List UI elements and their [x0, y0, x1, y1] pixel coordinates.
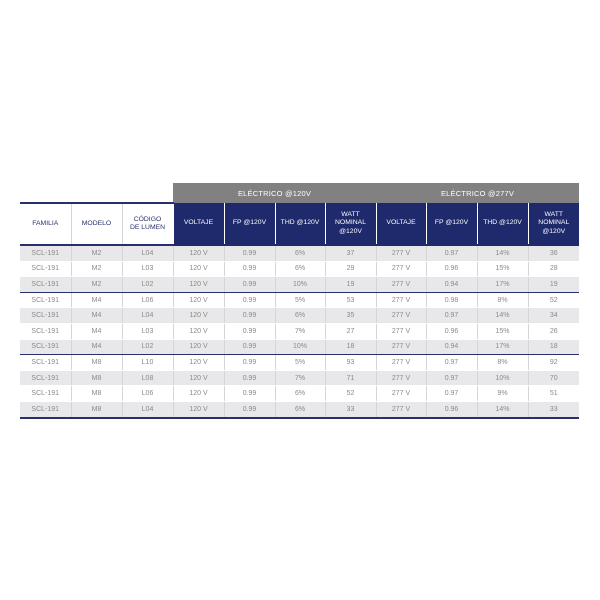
cell-fp-120: 0.99 [224, 339, 275, 355]
cell-voltaje-277: 277 V [376, 339, 426, 355]
col-header-fp-277: FP @120V [426, 203, 477, 245]
cell-voltaje-120: 120 V [173, 355, 224, 371]
cell-voltaje-120: 120 V [173, 323, 224, 339]
col-header-thd-120: THD @120V [275, 203, 325, 245]
cell-watt-120: 29 [325, 261, 376, 277]
cell-watt-277: 28 [528, 261, 579, 277]
cell-watt-277: 18 [528, 339, 579, 355]
cell-familia: SCL-191 [20, 370, 71, 386]
cell-codigo-lumen: L04 [122, 308, 173, 324]
cell-fp-277: 0.96 [426, 261, 477, 277]
cell-familia: SCL-191 [20, 245, 71, 261]
cell-fp-120: 0.99 [224, 292, 275, 308]
cell-thd-277: 10% [477, 370, 528, 386]
col-header-voltaje-120: VOLTAJE [173, 203, 224, 245]
cell-watt-120: 27 [325, 323, 376, 339]
cell-voltaje-120: 120 V [173, 386, 224, 402]
cell-voltaje-277: 277 V [376, 355, 426, 371]
table-row [20, 386, 579, 402]
cell-fp-120: 0.99 [224, 386, 275, 402]
cell-voltaje-120: 120 V [173, 292, 224, 308]
col-header-watt-277-line1: WATT [544, 210, 564, 218]
cell-thd-120: 7% [275, 370, 325, 386]
cell-watt-120: 71 [325, 370, 376, 386]
cell-voltaje-277: 277 V [376, 292, 426, 308]
table-row [20, 370, 579, 386]
cell-voltaje-120: 120 V [173, 339, 224, 355]
column-header-row [20, 203, 579, 245]
cell-thd-277: 14% [477, 401, 528, 417]
cell-watt-277: 33 [528, 401, 579, 417]
cell-codigo-lumen: L10 [122, 355, 173, 371]
cell-codigo-lumen: L02 [122, 339, 173, 355]
col-header-watt-277 [528, 203, 579, 245]
cell-fp-277: 0.98 [426, 292, 477, 308]
cell-fp-120: 0.99 [224, 323, 275, 339]
cell-thd-277: 14% [477, 245, 528, 261]
cell-watt-120: 37 [325, 245, 376, 261]
cell-modelo: M4 [71, 339, 122, 355]
cell-familia: SCL-191 [20, 339, 71, 355]
table-row [20, 308, 579, 324]
cell-familia: SCL-191 [20, 401, 71, 417]
cell-thd-120: 6% [275, 261, 325, 277]
cell-thd-277: 15% [477, 261, 528, 277]
cell-thd-120: 10% [275, 277, 325, 293]
cell-voltaje-277: 277 V [376, 277, 426, 293]
col-header-codigo-lumen [122, 203, 173, 245]
cell-fp-120: 0.99 [224, 277, 275, 293]
cell-thd-277: 9% [477, 386, 528, 402]
cell-fp-120: 0.99 [224, 261, 275, 277]
group-header-electrico-277: ELÉCTRICO @277V [376, 183, 579, 203]
cell-thd-120: 10% [275, 339, 325, 355]
cell-fp-120: 0.99 [224, 308, 275, 324]
cell-modelo: M8 [71, 370, 122, 386]
cell-voltaje-120: 120 V [173, 370, 224, 386]
cell-modelo: M8 [71, 355, 122, 371]
cell-fp-120: 0.99 [224, 370, 275, 386]
cell-modelo: M2 [71, 261, 122, 277]
table-row [20, 245, 579, 261]
col-header-voltaje-277: VOLTAJE [376, 203, 426, 245]
cell-thd-120: 6% [275, 308, 325, 324]
cell-familia: SCL-191 [20, 261, 71, 277]
cell-voltaje-120: 120 V [173, 261, 224, 277]
cell-voltaje-277: 277 V [376, 370, 426, 386]
cell-modelo: M4 [71, 323, 122, 339]
cell-codigo-lumen: L04 [122, 401, 173, 417]
col-header-codigo-line1: CÓDIGO [133, 215, 162, 223]
group-header-row [20, 183, 579, 203]
col-header-watt-120-line2: NOMINAL [335, 219, 366, 227]
table-row [20, 277, 579, 293]
cell-fp-120: 0.99 [224, 401, 275, 417]
cell-voltaje-277: 277 V [376, 323, 426, 339]
group-header-blank [20, 183, 173, 203]
cell-modelo: M2 [71, 277, 122, 293]
col-header-familia: FAMILIA [20, 203, 71, 245]
cell-voltaje-277: 277 V [376, 261, 426, 277]
col-header-thd-277: THD @120V [477, 203, 528, 245]
cell-watt-277: 52 [528, 292, 579, 308]
cell-fp-277: 0.97 [426, 370, 477, 386]
cell-codigo-lumen: L08 [122, 370, 173, 386]
col-header-modelo: MODELO [71, 203, 122, 245]
cell-watt-120: 19 [325, 277, 376, 293]
cell-thd-277: 15% [477, 323, 528, 339]
col-header-codigo-line2: DE LUMEN [129, 224, 166, 231]
cell-watt-120: 33 [325, 401, 376, 417]
cell-modelo: M2 [71, 245, 122, 261]
cell-voltaje-120: 120 V [173, 277, 224, 293]
table-row [20, 323, 579, 339]
cell-fp-277: 0.97 [426, 245, 477, 261]
col-header-watt-120 [325, 203, 376, 245]
cell-watt-120: 53 [325, 292, 376, 308]
spec-table-container [20, 183, 579, 419]
cell-watt-277: 92 [528, 355, 579, 371]
cell-thd-277: 17% [477, 339, 528, 355]
cell-watt-120: 52 [325, 386, 376, 402]
cell-fp-120: 0.99 [224, 355, 275, 371]
col-header-watt-277-line2: NOMINAL [538, 219, 570, 227]
cell-watt-120: 93 [325, 355, 376, 371]
cell-familia: SCL-191 [20, 308, 71, 324]
cell-modelo: M8 [71, 386, 122, 402]
cell-voltaje-277: 277 V [376, 386, 426, 402]
cell-voltaje-277: 277 V [376, 308, 426, 324]
cell-voltaje-277: 277 V [376, 245, 426, 261]
cell-thd-120: 6% [275, 386, 325, 402]
cell-fp-277: 0.96 [426, 323, 477, 339]
table-row [20, 261, 579, 277]
group-header-electrico-120: ELÉCTRICO @120V [173, 183, 376, 203]
cell-codigo-lumen: L06 [122, 292, 173, 308]
col-header-watt-120-line1: WATT [341, 210, 360, 218]
cell-fp-277: 0.97 [426, 308, 477, 324]
cell-codigo-lumen: L02 [122, 277, 173, 293]
cell-fp-277: 0.96 [426, 401, 477, 417]
table-row [20, 292, 579, 308]
cell-modelo: M4 [71, 308, 122, 324]
cell-codigo-lumen: L03 [122, 323, 173, 339]
cell-voltaje-120: 120 V [173, 308, 224, 324]
cell-familia: SCL-191 [20, 386, 71, 402]
cell-fp-277: 0.97 [426, 355, 477, 371]
cell-watt-120: 35 [325, 308, 376, 324]
cell-thd-120: 5% [275, 355, 325, 371]
cell-watt-277: 36 [528, 245, 579, 261]
cell-familia: SCL-191 [20, 277, 71, 293]
cell-thd-277: 8% [477, 292, 528, 308]
cell-codigo-lumen: L04 [122, 245, 173, 261]
cell-watt-277: 70 [528, 370, 579, 386]
col-header-watt-277-line3: @120V [542, 227, 566, 235]
cell-fp-277: 0.94 [426, 339, 477, 355]
cell-watt-277: 34 [528, 308, 579, 324]
cell-thd-277: 8% [477, 355, 528, 371]
col-header-watt-120-line3: @120V [339, 227, 362, 235]
cell-thd-120: 6% [275, 401, 325, 417]
col-header-fp-120: FP @120V [224, 203, 275, 245]
cell-fp-277: 0.94 [426, 277, 477, 293]
cell-voltaje-120: 120 V [173, 401, 224, 417]
cell-watt-277: 26 [528, 323, 579, 339]
cell-fp-120: 0.99 [224, 245, 275, 261]
spec-table [20, 183, 579, 419]
table-row [20, 339, 579, 355]
table-row [20, 401, 579, 417]
cell-familia: SCL-191 [20, 292, 71, 308]
cell-familia: SCL-191 [20, 323, 71, 339]
cell-thd-277: 14% [477, 308, 528, 324]
cell-thd-120: 6% [275, 245, 325, 261]
cell-voltaje-277: 277 V [376, 401, 426, 417]
cell-watt-277: 51 [528, 386, 579, 402]
cell-thd-120: 7% [275, 323, 325, 339]
spec-table-body [20, 245, 579, 418]
cell-familia: SCL-191 [20, 355, 71, 371]
cell-fp-277: 0.97 [426, 386, 477, 402]
cell-modelo: M8 [71, 401, 122, 417]
cell-watt-277: 19 [528, 277, 579, 293]
cell-modelo: M4 [71, 292, 122, 308]
cell-thd-277: 17% [477, 277, 528, 293]
cell-codigo-lumen: L03 [122, 261, 173, 277]
cell-codigo-lumen: L06 [122, 386, 173, 402]
cell-watt-120: 18 [325, 339, 376, 355]
cell-voltaje-120: 120 V [173, 245, 224, 261]
table-row [20, 355, 579, 371]
cell-thd-120: 5% [275, 292, 325, 308]
